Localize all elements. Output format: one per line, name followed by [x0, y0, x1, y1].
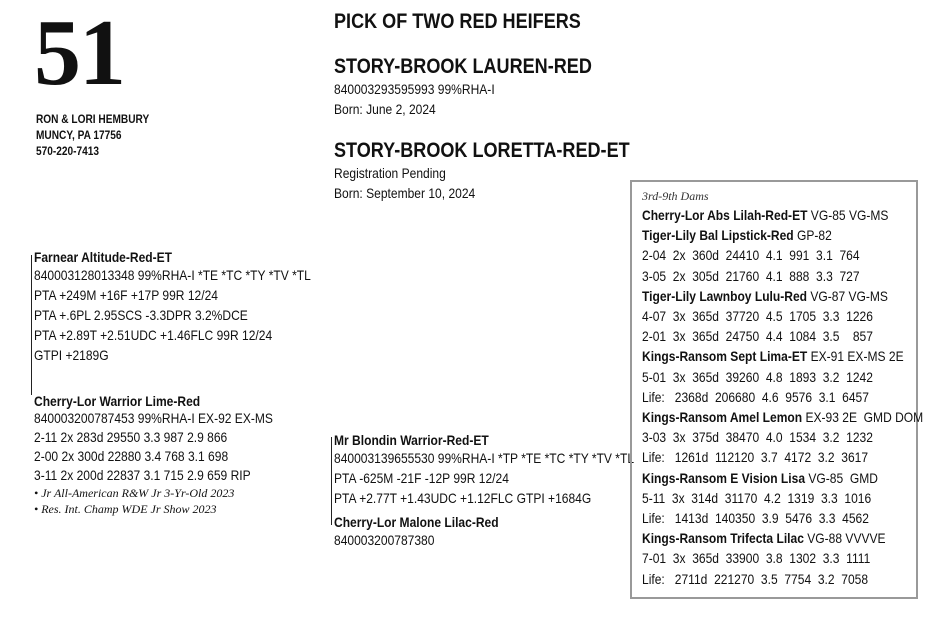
sire-line: PTA +249M +16F +17P 99R 12/24 — [34, 287, 218, 303]
ancestor-dam-title: Kings-Ransom Trifecta Lilac — [642, 530, 804, 547]
dam-sire-line: 840003139655530 99%RHA-I *TP *TE *TC *TY *TV *TL — [334, 450, 635, 466]
consignor-name: RON & LORI HEMBURY — [36, 114, 150, 126]
dam-block — [34, 393, 312, 517]
dam-line: 3-11 2x 200d 22837 3.1 715 2.9 659 RIP — [34, 467, 251, 483]
heifer-1 — [334, 55, 634, 119]
sire-line: PTA +.6PL 2.95SCS -3.3DPR 3.2%DCE — [34, 307, 248, 323]
ancestor-dam-title: Tiger-Lily Lawnboy Lulu-Red — [642, 287, 807, 304]
ancestor-dam-score: GP-82 — [793, 227, 832, 244]
dam-sire-bracket-line — [331, 437, 332, 525]
ancestor-dam-title: Cherry-Lor Abs Lilah-Red-ET — [642, 207, 808, 223]
dams-box-rows — [642, 205, 952, 589]
sire-name: Farnear Altitude-Red-ET — [34, 249, 173, 265]
consignor-block — [36, 112, 165, 160]
sire-block — [34, 249, 356, 365]
ancestor-dam-title: Kings-Ransom Amel Lemon — [642, 409, 803, 426]
ancestor-dam-score: VG-87 VG-MS — [806, 287, 888, 304]
consignor-city: MUNCY, PA 17756 — [36, 130, 122, 142]
heifer-2-name: STORY-BROOK LORETTA-RED-ET — [334, 139, 630, 162]
ancestor-dam-record: 2-01 3x 365d 24750 4.4 1084 3.5 857 — [642, 328, 873, 345]
dam-line: 840003200787453 99%RHA-I EX-92 EX-MS — [34, 410, 273, 426]
ancestor-dam-record: Life: 1413d 140350 3.9 5476 3.3 4562 — [642, 510, 869, 527]
ancestor-dam-record: 3-05 2x 305d 21760 4.1 888 3.3 727 — [642, 267, 860, 284]
ancestor-dam-record: 5-11 3x 314d 31170 4.2 1319 3.3 1016 — [642, 489, 872, 506]
ancestor-dam-record: 4-07 3x 365d 37720 4.5 1705 3.3 1226 — [642, 308, 873, 325]
ancestor-dam-title: Tiger-Lily Bal Lipstick-Red — [642, 227, 794, 244]
heifer-1-reg: 840003293595993 99%RHA-I — [334, 81, 495, 97]
ancestor-dam-name — [642, 205, 952, 225]
dams-box-heading: 3rd-9th Dams — [642, 189, 709, 203]
ancestor-dam-record: 5-01 3x 365d 39260 4.8 1893 3.2 1242 — [642, 368, 873, 385]
ancestor-dam-score: VG-88 VVVVE — [803, 530, 886, 547]
sire-line: PTA +2.89T +2.51UDC +1.46FLC 99R 12/24 — [34, 327, 273, 343]
dam-line: 2-11 2x 283d 29550 3.3 987 2.9 866 — [34, 429, 228, 445]
heifer-2-born: Born: September 10, 2024 — [334, 185, 476, 201]
granddam-reg: 840003200787380 — [334, 532, 435, 548]
consignor-phone: 570-220-7413 — [36, 146, 100, 158]
sire-line: GTPI +2189G — [34, 347, 109, 363]
sire-bracket-line — [31, 255, 32, 395]
ancestor-dam-name — [642, 346, 952, 366]
dam-sire-name: Mr Blondin Warrior-Red-ET — [334, 432, 489, 448]
ancestor-dam-record: Life: 2711d 221270 3.5 7754 3.2 7058 — [642, 570, 869, 587]
ancestor-dam-name — [642, 468, 952, 488]
granddam-name: Cherry-Lor Malone Lilac-Red — [334, 514, 499, 530]
ancestor-dam-score: VG-85 GMD — [805, 469, 878, 486]
dam-line: 2-00 2x 300d 22880 3.4 768 3.1 698 — [34, 448, 229, 464]
ancestor-dam-name — [642, 407, 952, 427]
heifer-2-reg: Registration Pending — [334, 165, 446, 181]
dam-honor: • Jr All-American R&W Jr 3-Yr-Old 2023 — [34, 486, 235, 500]
heifer-2 — [334, 139, 678, 203]
offering-title: PICK OF TWO RED HEIFERS — [334, 10, 581, 33]
ancestor-dam-record: 7-01 3x 365d 33900 3.8 1302 3.3 1111 — [642, 550, 871, 567]
ancestor-dam-record: 2-04 2x 360d 24410 4.1 991 3.1 764 — [642, 247, 860, 264]
granddam-block — [334, 514, 525, 550]
ancestor-dam-score: EX-91 EX-MS 2E — [807, 348, 904, 365]
dam-name: Cherry-Lor Warrior Lime-Red — [34, 393, 201, 409]
ancestor-dam-record: Life: 1261d 112120 3.7 4172 3.2 3617 — [642, 449, 869, 466]
heifer-1-born: Born: June 2, 2024 — [334, 101, 436, 117]
dam-honor: • Res. Int. Champ WDE Jr Show 2023 — [34, 502, 217, 516]
dam-sire-line: PTA +2.77T +1.43UDC +1.12FLC GTPI +1684G — [334, 490, 592, 506]
ancestor-dam-name — [642, 225, 952, 245]
ancestor-dam-name — [642, 528, 952, 548]
ancestor-dam-score: EX-93 2E GMD DOM — [802, 409, 924, 426]
ancestor-dam-record: 3-03 3x 375d 38470 4.0 1534 3.2 1232 — [642, 429, 873, 446]
heifer-1-name: STORY-BROOK LAUREN-RED — [334, 55, 592, 78]
ancestor-dam-name — [642, 286, 952, 306]
ancestor-dam-score: VG-85 VG-MS — [807, 207, 889, 223]
sire-line: 840003128013348 99%RHA-I *TE *TC *TY *TV *TL — [34, 267, 311, 283]
ancestor-dam-record: Life: 2368d 206680 4.6 9576 3.1 6457 — [642, 388, 869, 405]
lot-number: 51 — [34, 1, 124, 105]
ancestor-dam-title: Kings-Ransom E Vision Lisa — [642, 469, 806, 486]
ancestor-dam-title: Kings-Ransom Sept Lima-ET — [642, 348, 808, 365]
dams-box — [630, 180, 924, 599]
dam-sire-line: PTA -625M -21F -12P 99R 12/24 — [334, 470, 509, 486]
